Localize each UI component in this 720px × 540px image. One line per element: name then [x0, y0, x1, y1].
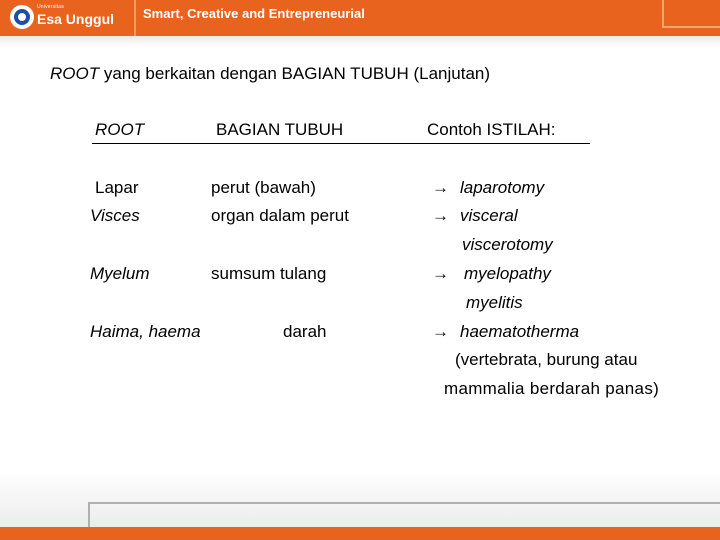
- example-row: [432, 178, 544, 198]
- university-logo: [10, 3, 128, 31]
- root-lapar: Lapar: [95, 178, 139, 197]
- root-haima: Haima, haema: [90, 322, 201, 341]
- tagline: Smart, Creative and Entrepreneurial: [143, 6, 365, 21]
- example-row: [432, 322, 579, 342]
- arrow-right-icon: →: [432, 178, 449, 197]
- arrow-right-icon: →: [432, 264, 449, 283]
- logo-name: Esa Unggul: [37, 11, 115, 27]
- header-shadow: [0, 36, 720, 46]
- header-underline: [92, 143, 590, 144]
- footer-frame-decoration: [88, 502, 720, 527]
- footer-bar: [0, 527, 720, 540]
- header-contoh-istilah: Contoh ISTILAH:: [427, 120, 556, 139]
- header-bagian-tubuh: BAGIAN TUBUH: [216, 120, 344, 139]
- header-banner: [0, 0, 720, 36]
- example-myelopathy: myelopathy: [464, 264, 551, 283]
- example-note-line2: mammalia berdarah panas): [444, 379, 660, 398]
- example-laparotomy: laparotomy: [460, 178, 545, 197]
- example-myelitis: myelitis: [466, 293, 523, 312]
- example-viscerotomy: viscerotomy: [462, 235, 553, 254]
- logo-small-text: Universitas: [37, 4, 64, 10]
- example-row: [432, 264, 551, 284]
- part-perut-bawah: perut (bawah): [211, 178, 316, 197]
- root-visces: Visces: [90, 206, 140, 225]
- arrow-right-icon: →: [432, 322, 449, 341]
- logo-emblem-icon: [10, 5, 34, 29]
- header-divider: [134, 0, 136, 36]
- slide-title-italic: ROOT: [50, 64, 100, 83]
- slide-title-rest: yang berkaitan dengan BAGIAN TUBUH (Lanjutan): [99, 64, 491, 83]
- example-haematotherma: haematotherma: [460, 322, 580, 341]
- example-note-line1: (vertebrata, burung atau: [455, 350, 638, 369]
- arrow-right-icon: →: [432, 206, 449, 225]
- header-frame-decoration: [662, 0, 720, 28]
- header-root: ROOT: [95, 120, 145, 139]
- part-darah: darah: [283, 322, 327, 341]
- slide-title: [50, 64, 490, 84]
- example-row: [432, 206, 518, 226]
- root-myelum: Myelum: [90, 264, 150, 283]
- part-organ-dalam-perut: organ dalam perut: [211, 206, 349, 225]
- example-visceral: visceral: [460, 206, 518, 225]
- part-sumsum-tulang: sumsum tulang: [211, 264, 327, 283]
